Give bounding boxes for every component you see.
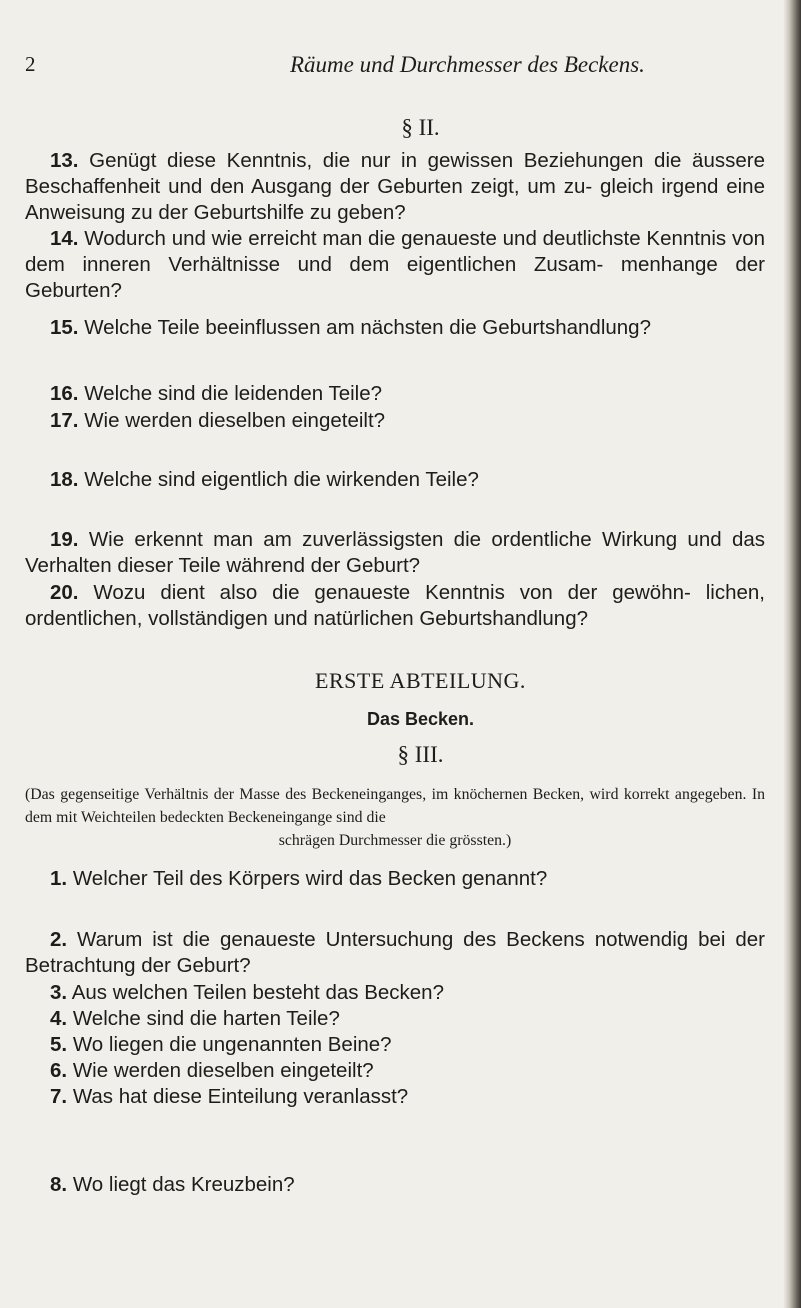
question-16: 16. Welche sind die leidenden Teile? [50,382,383,405]
question-7: 7. Was hat diese Einteilung veranlasst? [50,1085,409,1108]
question-14: 14. Wodurch und wie erreicht man die genaueste und deutlichste Kenntnis von dem inneren Verhältnisse und dem eigentlichen Zusam- menhange der Geburten? [25,227,765,302]
running-title: Räume und Durchmesser des Beckens. [290,52,645,77]
question-2: 2. Warum ist die genaueste Untersuchung des Beckens notwendig bei der Betrachtung der Geburt? [25,928,765,977]
question-13: 13. Genügt diese Kenntnis, die nur in gewissen Beziehungen die äussere Beschaffenheit und den Ausgang der Geburten zeigt, um zu- gleich irgend eine Anweisung zu der Geburtshilfe zu geben? [25,149,765,224]
page-header [0,52,801,86]
question-15: 15. Welche Teile beeinflussen am nächsten die Geburtshandlung? [50,316,651,339]
question-4: 4. Welche sind die harten Teile? [50,1007,340,1030]
question-18: 18. Welche sind eigentlich die wirkenden Teile? [50,468,479,491]
question-5: 5. Wo liegen die ungenannten Beine? [50,1033,392,1056]
editorial-note: (Das gegenseitige Verhältnis der Masse des Beckeneinganges, im knöchernen Becken, wird korrekt angegeben. In dem mit Weichteilen bedeckten Beckeneingange sind die schrägen Durchmesser die grössten.) [25,786,765,849]
question-3: 3. Aus welchen Teilen besteht das Becken? [50,981,444,1004]
chapter-title: ERSTE ABTEILUNG. [315,668,526,693]
section-mark-3: § III. [397,742,444,767]
page-binding-shadow [783,0,801,1308]
question-8: 8. Wo liegt das Kreuzbein? [50,1173,295,1196]
chapter-subtitle: Das Becken. [366,709,475,729]
question-6: 6. Wie werden dieselben eingeteilt? [50,1059,374,1082]
question-19: 19. Wie erkennt man am zuverlässigsten die ordentliche Wirkung und das Verhalten dieser Teile während der Geburt? [25,528,765,577]
question-17: 17. Wie werden dieselben eingeteilt? [50,409,386,432]
section-mark-2: § II. [401,115,440,140]
question-1: 1. Welcher Teil des Körpers wird das Becken genannt? [50,867,548,890]
question-20: 20. Wozu dient also die genaueste Kenntnis von der gewöhn- lichen, ordentlichen, vollständigen und natürlichen Geburtshandlung? [25,581,765,630]
page-number: 2 [25,52,36,76]
